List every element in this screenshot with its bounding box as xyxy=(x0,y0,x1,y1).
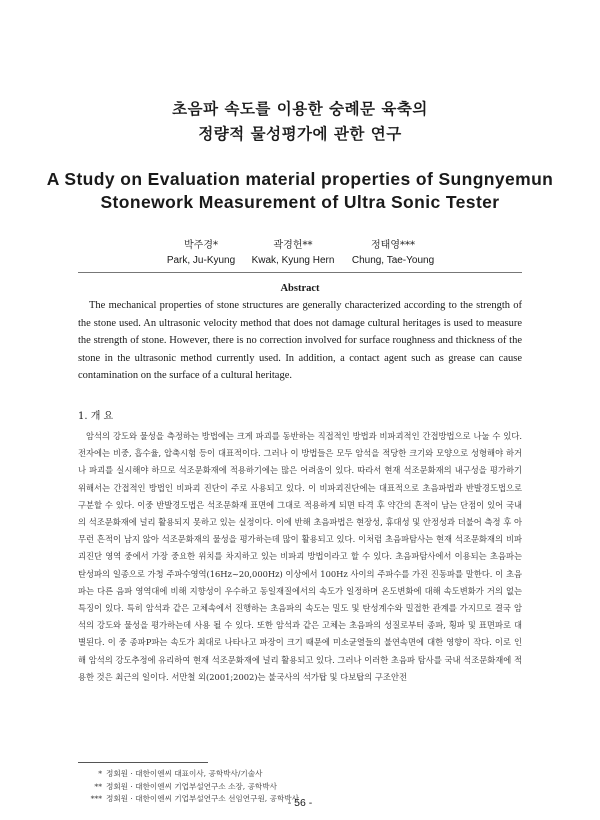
footnote-2-mark: ** xyxy=(94,781,102,791)
footnote-1 xyxy=(80,768,299,781)
author-1-english-name: Park, Ju-Kyung xyxy=(166,255,236,266)
abstract-heading: Abstract xyxy=(280,283,320,294)
english-title-line-1: A Study on Evaluation material properties of Sungnyemun xyxy=(46,169,554,189)
author-3-korean-name: 정태영*** xyxy=(371,240,415,251)
header-divider xyxy=(78,272,522,273)
author-3 xyxy=(318,236,468,266)
abstract-text: The mechanical properties of stone structures are generally characterized according to the strength of the stone used. An ultrasonic velocity method that does not damage cultural heritages is used to measure the strength of stone. However, there is no correction involved for surface roughness and thickness of the stone in the ultrasonic method currently used. In addition, a contact agent such as grease can cause contamination on the surface of a cultural heritage. xyxy=(78,300,522,381)
footnote-2-text: 정회원 · 대한이엔씨 기업부설연구소 소장, 공학박사 xyxy=(106,781,277,791)
author-2-english-name: Kwak, Kyung Hern xyxy=(251,255,335,266)
footnote-1-mark: * xyxy=(98,769,102,778)
page-number: - 56 - xyxy=(287,797,313,809)
section-heading: 1. 개 요 xyxy=(78,411,114,422)
korean-title-line-1: 초음파 속도를 이용한 숭례문 육축의 xyxy=(172,100,428,118)
footnote-divider xyxy=(78,762,208,763)
korean-title-line-2: 정량적 물성평가에 관한 연구 xyxy=(198,125,402,143)
section-body-text: 암석의 강도와 물성을 측정하는 방법에는 크게 파괴를 동반하는 직접적인 방법과 비파괴적인 간접방법으로 나눌 수 있다. 전자에는 비중, 흡수율, 압축시험 등이 대표적이다. 그러나 이 방법들은 모두 암석을 적당한 크기와 모양으로 성형해야 하거나 파괴를 실시해야 하므로 석조문화재에 적용하기에는 많은 어려움이 있다. 따라서 현재 석조문화재의 내구성을 평가하기 위해서는 간접적인 방법인 비파괴 진단이 주로 사용되고 있다. 이 비파괴진단에는 대표적으로 초음파법과 반발경도법으로 구분할 수 있다. 이중 반발경도법은 석조문화재 표면에 그대로 적용하게 되면 타격 후 약간의 흔적이 남는 단점이 있어 국내의 석조문화재에 널리 활용되지 못하고 있는 실정이다. 이에 반해 초음파법은 현장성, 휴대성 및 안정성과 더불어 측정 후 아무런 흔적이 남지 않아 석조문화재의 물성을 평가하는데 많이 활용되고 있다. 이처럼 초음파탐사는 현재 석조문화재의 비파괴진단 영역 중에서 가장 중요한 위치를 차지하고 있는 비파괴 방법이라고 할 수 있다. 초음파탐사에서 이용되는 초음파는 탄성파의 일종으로 가청 주파수영역(16Hz~20,000Hz) 이상에서 100Hz 사이의 주파수를 가진 진동파를 말한다. 이 초음파는 다른 음파 영역대에 비해 지향성이 우수하고 동일재질에서의 속도가 일정하며 온도변화에 대해 속도변화가 거의 없는 특징이 있다. 특히 암석과 같은 고체속에서 진행하는 초음파의 속도는 밀도 및 탄성계수와 밀접한 관계를 가지므로 결국 암석의 강도와 물성을 평가하는데 사용 될 수 있다. 또한 암석과 같은 고체는 초음파의 성질로부터 종파, 횡파 및 표면파로 대별된다. 이 중 종파P파는 속도가 최대로 나타나고 파장이 크기 때문에 미소균열들의 불연속면에 대한 영향이 작다. 이로 인해 암석의 강도추정에 유리하여 현재 석조문화재에 널리 활용되고 있다. 그러나 이러한 초음파 탐사를 국내 석조문화재에 적용한 것은 최근의 일이다. 서만철 외(2001;2002)는 불국사의 석가탑 및 다보탑의 구조안전 xyxy=(78,431,522,682)
footnote-2 xyxy=(80,781,299,794)
english-title-line-2: Stonework Measurement of Ultra Sonic Tester xyxy=(100,192,500,212)
footnote-1-text: 정회원 · 대한이엔씨 대표이사, 공학박사/기술사 xyxy=(106,769,263,778)
footnote-3-text: 정회원 · 대한이엔씨 기업부설연구소 선임연구원, 공학박사 xyxy=(106,794,299,803)
footnote-3-mark: *** xyxy=(90,794,102,803)
author-2-korean-name: 곽경헌** xyxy=(273,240,313,251)
author-1-korean-name: 박주경* xyxy=(184,240,218,251)
author-3-english-name: Chung, Tae-Young xyxy=(351,255,435,266)
